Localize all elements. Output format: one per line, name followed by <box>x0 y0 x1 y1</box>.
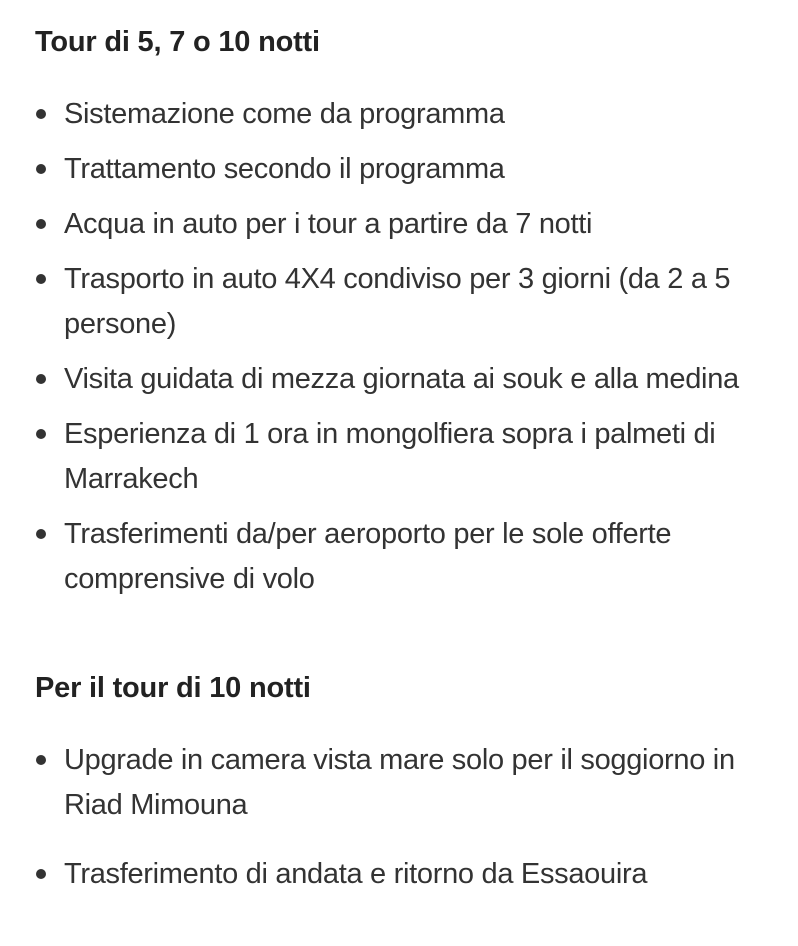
list-item-text: Trasferimenti da/per aeroporto per le sole offerte comprensive di volo <box>64 518 672 595</box>
ten-nights-inclusions-list <box>0 738 798 907</box>
list-item <box>0 147 798 192</box>
list-item <box>0 738 798 828</box>
list-item-text: Esperienza di 1 ora in mongolfiera sopra i palmeti di Marrakech <box>64 418 716 495</box>
bullet-icon <box>36 274 46 284</box>
list-item <box>0 257 798 347</box>
bullet-icon <box>36 164 46 174</box>
list-item <box>0 412 798 502</box>
list-item-text: Visita guidata di mezza giornata ai souk e alla medina <box>64 363 739 395</box>
bullet-icon <box>36 869 46 879</box>
list-item-text: Acqua in auto per i tour a partire da 7 notti <box>64 208 593 240</box>
bullet-icon <box>36 109 46 119</box>
list-item <box>0 852 798 897</box>
section-heading-tour: Tour di 5, 7 o 10 notti <box>35 26 320 58</box>
section-heading-10-nights: Per il tour di 10 notti <box>35 672 311 704</box>
list-item <box>0 202 798 247</box>
list-item <box>0 357 798 402</box>
bullet-icon <box>36 219 46 229</box>
bullet-icon <box>36 429 46 439</box>
list-item-text: Upgrade in camera vista mare solo per il soggiorno in Riad Mimouna <box>64 744 735 821</box>
list-item-text: Trattamento secondo il programma <box>64 153 505 185</box>
bullet-icon <box>36 755 46 765</box>
list-item-text: Trasporto in auto 4X4 condiviso per 3 giorni (da 2 a 5 persone) <box>64 263 731 340</box>
list-item <box>0 92 798 137</box>
tour-inclusions-list <box>0 92 798 612</box>
list-item-text: Sistemazione come da programma <box>64 98 505 130</box>
list-item-text: Trasferimento di andata e ritorno da Essaouira <box>64 858 648 890</box>
bullet-icon <box>36 374 46 384</box>
list-item <box>0 512 798 602</box>
bullet-icon <box>36 529 46 539</box>
